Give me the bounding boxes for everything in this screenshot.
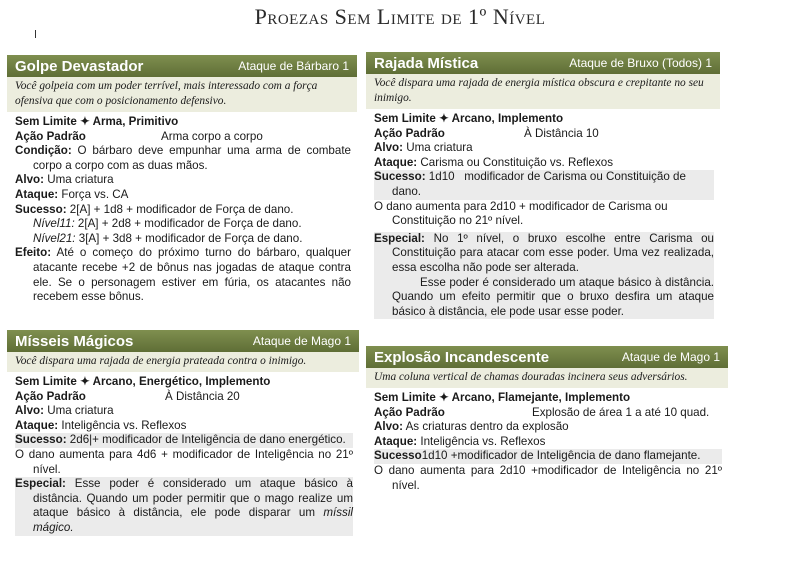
attack-label: Ataque: [374, 155, 418, 169]
flavor-text: Você golpeia com um poder terrível, mais interessado com a força ofensiva que com o posicionamento defensivo. [7, 77, 357, 112]
attack-line [374, 435, 722, 450]
keywords: Sem Limite ✦ Arcano, Energético, Implemento [15, 375, 271, 388]
target-label: Alvo: [374, 141, 403, 155]
power-card-misseis-magicos [7, 330, 359, 538]
flavor-text: Você dispara uma rajada de energia mística obscura e crepitante no seu inimigo. [366, 74, 720, 109]
attack-text: Carisma ou Constituição vs. Reflexos [420, 155, 614, 169]
special-text-2: Esse poder é considerado um ataque básico à distância. Quando um efeito permitir que o bruxo desfira um ataque básico à distância, ele pode usar esse poder. [392, 275, 714, 318]
target-text: As criaturas dentro da explosão [405, 420, 569, 434]
level11-line [15, 217, 351, 232]
power-body [366, 109, 720, 321]
hit-text: 2[A] + 1d8 + modificador de Força de dano. [69, 202, 294, 216]
action-line [374, 127, 714, 142]
power-card-golpe-devastador [7, 55, 357, 307]
special-text: No 1º nível, o bruxo escolhe entre Carisma ou Constituição para atacar com esse poder. Uma vez realizada, essa escolha não pode ser alterada. [392, 231, 714, 274]
level11-text: 2[A] + 2d8 + modificador de Força de dano. [77, 217, 302, 231]
power-name: Explosão Incandescente [374, 348, 550, 366]
power-name: Rajada Mística [374, 54, 479, 72]
action-type: Ação Padrão [15, 129, 86, 143]
condition-label: Condição: [15, 144, 72, 158]
hit-text: 1d10 modificador de Carisma ou Constituição de dano. [392, 170, 690, 198]
hit-line [15, 203, 351, 218]
power-card-rajada-mistica [366, 52, 720, 321]
margin-mark [35, 30, 36, 38]
target-label: Alvo: [374, 420, 403, 434]
target-text: Uma criatura [406, 141, 473, 155]
power-header [7, 330, 359, 352]
power-header [366, 346, 728, 368]
flavor-text: Uma coluna vertical de chamas douradas incinera seus adversários. [366, 368, 728, 388]
target-line [15, 404, 353, 419]
target-line [374, 420, 722, 435]
action-type: Ação Padrão [374, 405, 445, 419]
keywords: Sem Limite ✦ Arma, Primitivo [15, 115, 179, 128]
scale-line: O dano aumenta para 2d10 + modificador de Carisma ou Constituição no 21º nível. [374, 199, 668, 228]
attack-text: Inteligência vs. Reflexos [61, 418, 187, 432]
hit-label: Sucesso: [15, 202, 67, 216]
power-body [366, 388, 728, 495]
target-text: Uma criatura [47, 173, 114, 187]
action-line [15, 130, 351, 145]
effect-label: Efeito: [15, 246, 52, 260]
target-line [374, 141, 714, 156]
power-type: Ataque de Bárbaro 1 [238, 59, 349, 73]
flavor-text: Você dispara uma rajada de energia prateada contra o inimigo. [7, 352, 359, 372]
scale-line: O dano aumenta para 2d10 +modificador de Inteligência no 21º nível. [374, 463, 722, 492]
condition-text: O bárbaro deve empunhar uma arma de combate corpo a corpo com as duas mãos. [33, 144, 351, 172]
hit-line [374, 170, 714, 199]
hit-line [374, 449, 722, 464]
special-label: Especial: [15, 477, 66, 491]
keywords: Sem Limite ✦ Arcano, Flamejante, Implemento [374, 391, 631, 404]
power-body [7, 372, 359, 538]
hit-text: 2d6|+ modificador de Inteligência de dano energético. [69, 433, 346, 447]
special-power-name: míssil mágico. [33, 506, 353, 534]
attack-text: Força vs. CA [61, 187, 129, 201]
range: À Distância 10 [524, 126, 599, 140]
effect-line [15, 246, 351, 304]
condition-line [15, 144, 351, 173]
power-type: Ataque de Mago 1 [621, 350, 720, 364]
power-card-explosao-incandescente [366, 346, 728, 495]
range: Arma corpo a corpo [161, 129, 263, 143]
action-line [15, 390, 353, 405]
range: Explosão de área 1 a até 10 quad. [532, 405, 710, 419]
attack-line [15, 419, 353, 434]
hit-label: Sucesso [374, 449, 422, 463]
target-text: Uma criatura [47, 404, 114, 418]
power-name: Golpe Devastador [15, 57, 144, 75]
power-header [366, 52, 720, 74]
special-text: Esse poder é considerado um ataque básico à distância. Quando um poder permitir que o mago realize um ataque básico à distância, ele pode disparar um [33, 477, 353, 520]
attack-line [15, 188, 351, 203]
hit-text: 1d10 +modificador de Inteligência de dano flamejante. [421, 449, 701, 463]
target-label: Alvo: [15, 404, 44, 418]
attack-text: Inteligência vs. Reflexos [420, 434, 546, 448]
page-title: Proezas Sem Limite de 1º Nível [254, 4, 546, 29]
attack-label: Ataque: [15, 418, 59, 432]
special-line [374, 232, 714, 320]
level21-line [15, 232, 351, 247]
action-line [374, 406, 722, 421]
attack-label: Ataque: [15, 187, 59, 201]
level11-label: Nível11: [33, 217, 75, 231]
target-line [15, 173, 351, 188]
power-header [7, 55, 357, 77]
special-label: Especial: [374, 231, 425, 245]
level21-text: 3[A] + 3d8 + modificador de Força de dano. [78, 231, 303, 245]
keywords: Sem Limite ✦ Arcano, Implemento [374, 112, 564, 125]
level21-label: Nível21: [33, 231, 76, 245]
attack-line [374, 156, 714, 171]
special-line [15, 477, 353, 535]
scale-line: O dano aumenta para 4d6 + modificador de Inteligência no 21º nível. [15, 447, 353, 476]
action-type: Ação Padrão [15, 389, 86, 403]
effect-text: Até o começo do próximo turno do bárbaro, qualquer atacante recebe +2 de bônus nas jogadas de ataque contra ele. Se o personagem estiver em fúria, os atacantes não recebem esse bônus. [33, 246, 351, 304]
attack-label: Ataque: [374, 434, 418, 448]
hit-line [15, 433, 353, 448]
power-type: Ataque de Bruxo (Todos) 1 [569, 56, 712, 70]
target-label: Alvo: [15, 173, 44, 187]
range: À Distância 20 [165, 389, 240, 403]
power-body [7, 112, 357, 307]
power-type: Ataque de Mago 1 [252, 334, 351, 348]
action-type: Ação Padrão [374, 126, 445, 140]
hit-label: Sucesso: [15, 433, 67, 447]
hit-label: Sucesso: [374, 170, 426, 184]
power-name: Mísseis Mágicos [15, 332, 134, 350]
